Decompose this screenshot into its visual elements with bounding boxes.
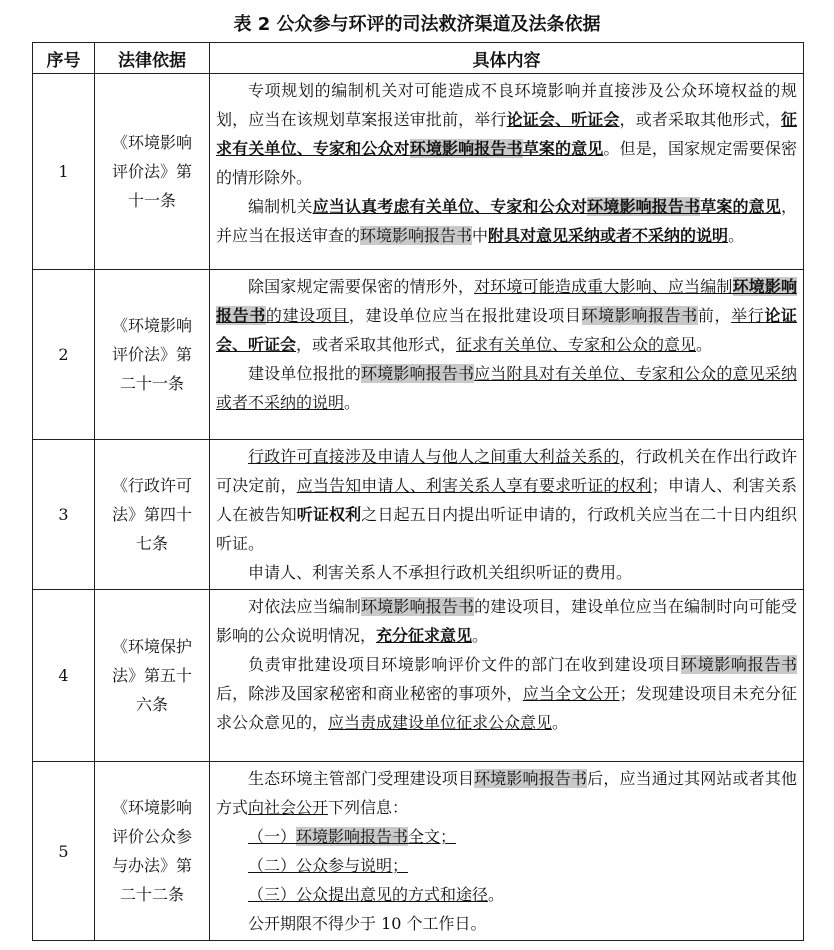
text-segment: 征求有关单位、专家和公众的意见 [456,335,697,354]
legal-basis-table [32,42,804,941]
text-segment: （二）公众参与说明； [248,856,409,875]
text-segment: 论证会、听证会 [216,306,797,354]
row-legal-basis: 《环境影响评价公众参与办法》第二十二条 [95,762,210,941]
text-segment: 应当全文公开 [522,684,620,703]
text-segment: 。 [728,226,745,245]
table-caption: 表 2 公众参与环评的司法救济渠道及法条依据 [233,14,601,35]
content-paragraph [216,764,797,822]
text-segment: 。 [552,713,569,732]
text-segment: 附具对意见采纳或者不采纳的说明 [488,226,729,245]
text-segment: 申请人、利害关系人不承担行政机关组织听证的费用。 [248,563,633,582]
text-segment: 环境影响报告书 [216,277,797,325]
text-segment: 。但是，国家规定需要保密的情形除外。 [216,139,797,187]
text-segment: 环境影响报告书 [361,597,475,616]
text-segment: 建设单位报批的 [248,364,362,383]
text-segment: 应当责成建设单位征求公众意见 [328,713,553,732]
text-segment: 环境影响报告书 [581,306,698,325]
text-segment: 之日起五日内提出听证申请的，行政机关应当在二十日内组织听证。 [216,505,797,553]
list-item [216,880,797,909]
table-header-row [33,43,804,74]
text-segment: 负责审批建设项目环境影响评价文件的部门在收到建设项目 [248,655,682,674]
text-segment: 向社会公开 [248,798,329,817]
text-segment: 后，除涉及国家秘密和商业秘密的事项外， [216,684,523,703]
text-segment: 公开期限不得少于 10 个工作日。 [248,914,487,933]
list-item [216,851,797,880]
content-paragraph [216,359,797,417]
text-segment: （一） [248,827,297,846]
text-segment: 草案的意见 [522,139,604,158]
text-segment: 征求有关单位、专家和公众对 [216,110,797,158]
text-segment: 。 [696,335,713,354]
text-segment: 举行 [731,306,765,325]
text-segment: 。 [344,393,361,412]
text-segment: ，并应当在报送审查的 [216,197,797,245]
text-segment: 对依法应当编制 [248,597,362,616]
text-segment: 。 [472,626,489,645]
text-segment: 生态环境主管部门受理建设项目 [248,769,475,788]
text-segment: 专项规划的编制机关对可能造成不良环境影响并直接涉及公众环境权益的规划，应当在该规划草案报送审批前，举行 [216,81,797,129]
text-segment: 下列信息： [328,798,409,817]
row-number: 1 [33,74,95,270]
row-content [210,270,804,440]
text-segment: 应当告知申请人、利害关系人享有要求听证的权利 [296,476,652,495]
text-segment: 全文； [408,827,457,846]
content-paragraph [216,592,797,650]
text-segment: 的建设项目 [265,306,349,325]
row-legal-basis: 《环境保护法》第五十六条 [95,590,210,762]
table-row [33,762,804,941]
text-segment: 环境影响报告书 [296,827,409,846]
table-row [33,440,804,590]
text-segment: 草案的意见 [700,197,781,216]
header-legal-basis: 法律依据 [95,43,210,74]
text-segment: 应当认真考虑有关单位、专家和公众对 [312,197,588,216]
table-row [33,270,804,440]
table-row [33,74,804,270]
text-segment: ；申请人、利害关系人在被告知 [216,476,797,524]
content-paragraph [216,192,797,250]
text-segment: 环境影响报告书 [587,197,701,216]
list-item [216,822,797,851]
content-paragraph [216,909,797,938]
content-paragraph [216,558,797,587]
content-paragraph [216,650,797,737]
text-segment: 除国家规定需要保密的情形外， [248,277,475,296]
text-segment: ，或者采取其他形式， [296,335,457,354]
text-segment: 环境影响报告书 [681,655,797,674]
text-segment: 环境影响报告书 [409,139,523,158]
header-number: 序号 [33,43,95,74]
text-segment: 对环境可能造成重大影响、应当编制 [474,277,733,296]
row-content [210,590,804,762]
text-segment: 论证会、听证会 [506,110,620,129]
text-segment: ；发现建设项目未充分征求公众意见的， [216,684,797,732]
text-segment: 的建设项目，建设单位应当在编制时向可能受影响的公众说明情况， [216,597,797,645]
text-segment: 行政许可直接涉及申请人与他人之间重大利益关系的 [248,447,620,466]
row-legal-basis: 《行政许可法》第四十七条 [95,440,210,590]
table-row [33,590,804,762]
row-number: 5 [33,762,95,941]
text-segment: （三）公众提出意见的方式和途径 [248,885,489,904]
content-paragraph [216,272,797,359]
text-segment: 环境影响报告书 [360,226,473,245]
text-segment: 。 [488,885,505,904]
text-segment: 充分征求意见 [376,626,473,645]
row-legal-basis: 《环境影响评价法》第二十一条 [95,270,210,440]
text-segment: 环境影响报告书 [474,769,588,788]
text-segment: ，行政机关在作出行政许可决定前， [216,447,797,495]
text-segment: 听证权利 [296,505,362,524]
content-paragraph [216,76,797,192]
text-segment: 应当附具对有关单位、专家和公众的意见采纳或者不采纳的说明 [216,364,797,412]
row-content [210,74,804,270]
row-content [210,762,804,941]
row-legal-basis: 《环境影响评价法》第十一条 [95,74,210,270]
text-segment: 后，应当通过其网站或者其他方式 [216,769,797,817]
text-segment: 前， [697,306,732,325]
text-segment: 编制机关 [248,197,313,216]
text-segment: 环境影响报告书 [361,364,475,383]
row-number: 4 [33,590,95,762]
row-number: 2 [33,270,95,440]
text-segment: ，建设单位应当在报批建设项目 [348,306,582,325]
content-paragraph [216,442,797,558]
text-segment: ，或者采取其他形式， [619,110,781,129]
row-content [210,440,804,590]
row-number: 3 [33,440,95,590]
header-content: 具体内容 [210,43,804,74]
text-segment: 中 [472,226,489,245]
